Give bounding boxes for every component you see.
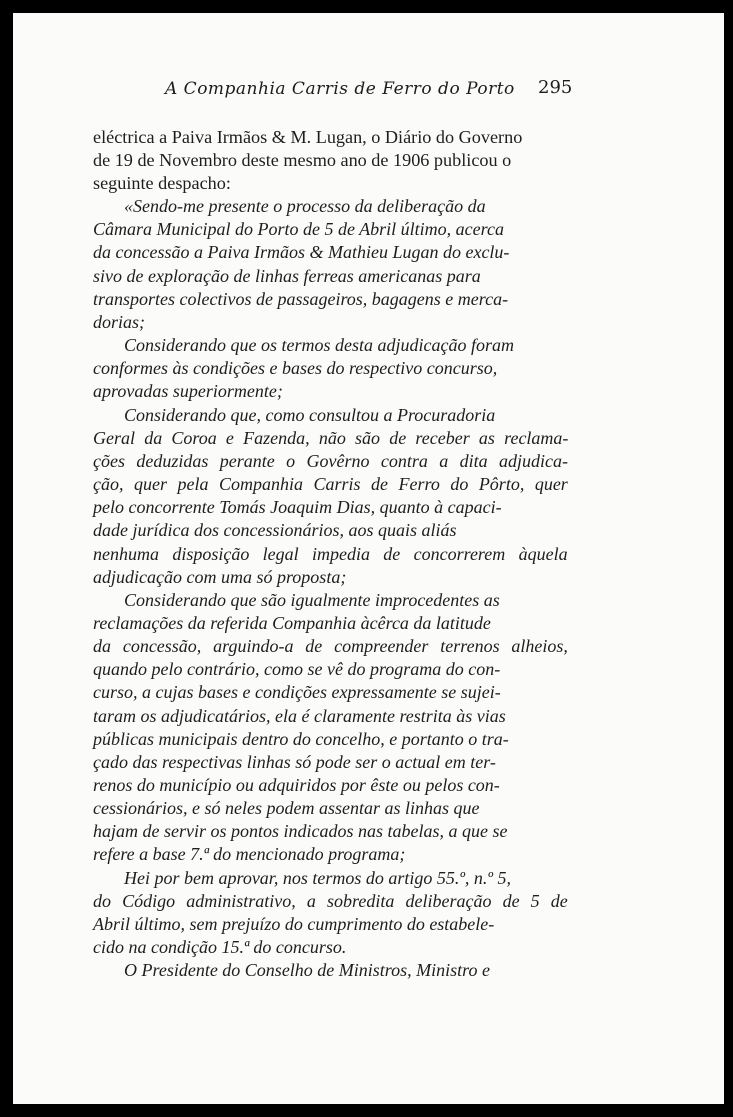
text-line: da concessão a Paiva Irmãos & Mathieu Lugan do exclu- bbox=[93, 242, 510, 262]
text-line: dorias; bbox=[93, 312, 146, 332]
text-line: adjudicação com uma só proposta; bbox=[93, 567, 347, 587]
text-line: transportes colectivos de passageiros, bagagens e merca- bbox=[93, 289, 509, 309]
running-header bbox=[13, 75, 724, 105]
running-title: A Companhia Carris de Ferro do Porto bbox=[165, 79, 515, 99]
text-line: ção, quer pela Companhia Carris de Ferro do Pôrto, quer bbox=[93, 474, 568, 494]
text-line: Abril último, sem prejuízo do cumprimento do estabele- bbox=[93, 914, 495, 934]
text-line: de 19 de Novembro deste mesmo ano de 1906 publicou o bbox=[93, 150, 512, 170]
text-line: Considerando que, como consultou a Procuradoria bbox=[124, 405, 496, 425]
text-line: çado das respectivas linhas só pode ser o actual em ter- bbox=[93, 752, 496, 772]
text-line: refere a base 7.ª do mencionado programa; bbox=[93, 844, 406, 864]
text-line: Geral da Coroa e Fazenda, não são de receber as reclama- bbox=[93, 428, 569, 448]
text-line: cido na condição 15.ª do concurso. bbox=[93, 937, 347, 957]
text-line: Considerando que são igualmente improcedentes as bbox=[124, 590, 500, 610]
text-line: públicas municipais dentro do concelho, e portanto o tra- bbox=[93, 729, 509, 749]
text-line: Hei por bem aprovar, nos termos do artigo 55.º, n.º 5, bbox=[124, 868, 511, 888]
text-line: hajam de servir os pontos indicados nas tabelas, a que se bbox=[93, 821, 508, 841]
text-line: eléctrica a Paiva Irmãos & M. Lugan, o Diário do Governo bbox=[93, 127, 523, 147]
text-line: nenhuma disposição legal impedia de concorrerem àquela bbox=[93, 544, 568, 564]
text-line: renos do município ou adquiridos por êste ou pelos con- bbox=[93, 775, 500, 795]
text-line: pelo concorrente Tomás Joaquim Dias, quanto à capaci- bbox=[93, 497, 502, 517]
text-line: taram os adjudicatários, ela é claramente restrita às vias bbox=[93, 706, 506, 726]
text-line: O Presidente do Conselho de Ministros, Ministro e bbox=[124, 960, 490, 980]
text-line: conformes às condições e bases do respectivo concurso, bbox=[93, 358, 498, 378]
text-line: aprovadas superiormente; bbox=[93, 381, 283, 401]
text-line: cessionários, e só neles podem assentar as linhas que bbox=[93, 798, 480, 818]
text-line: do Código administrativo, a sobredita deliberação de 5 de bbox=[93, 891, 568, 911]
text-line: curso, a cujas bases e condições expressamente se sujei- bbox=[93, 682, 501, 702]
text-line: reclamações da referida Companhia àcêrca da latitude bbox=[93, 613, 491, 633]
text-line: Considerando que os termos desta adjudicação foram bbox=[124, 335, 514, 355]
page-number: 295 bbox=[538, 77, 573, 98]
page bbox=[13, 13, 724, 1104]
text-line: seguinte despacho: bbox=[93, 173, 231, 193]
text-line: «Sendo-me presente o processo da deliberação da bbox=[124, 196, 486, 216]
text-line: quando pelo contrário, como se vê do programa do con- bbox=[93, 659, 501, 679]
text-line: Câmara Municipal do Porto de 5 de Abril último, acerca bbox=[93, 219, 504, 239]
text-line: sivo de exploração de linhas ferreas americanas para bbox=[93, 266, 481, 286]
text-line: dade jurídica dos concessionários, aos quais aliás bbox=[93, 520, 457, 540]
text-line: ções deduzidas perante o Govêrno contra a dita adjudica- bbox=[93, 451, 568, 471]
text-line: da concessão, arguindo-a de compreender terrenos alheios, bbox=[93, 636, 568, 656]
